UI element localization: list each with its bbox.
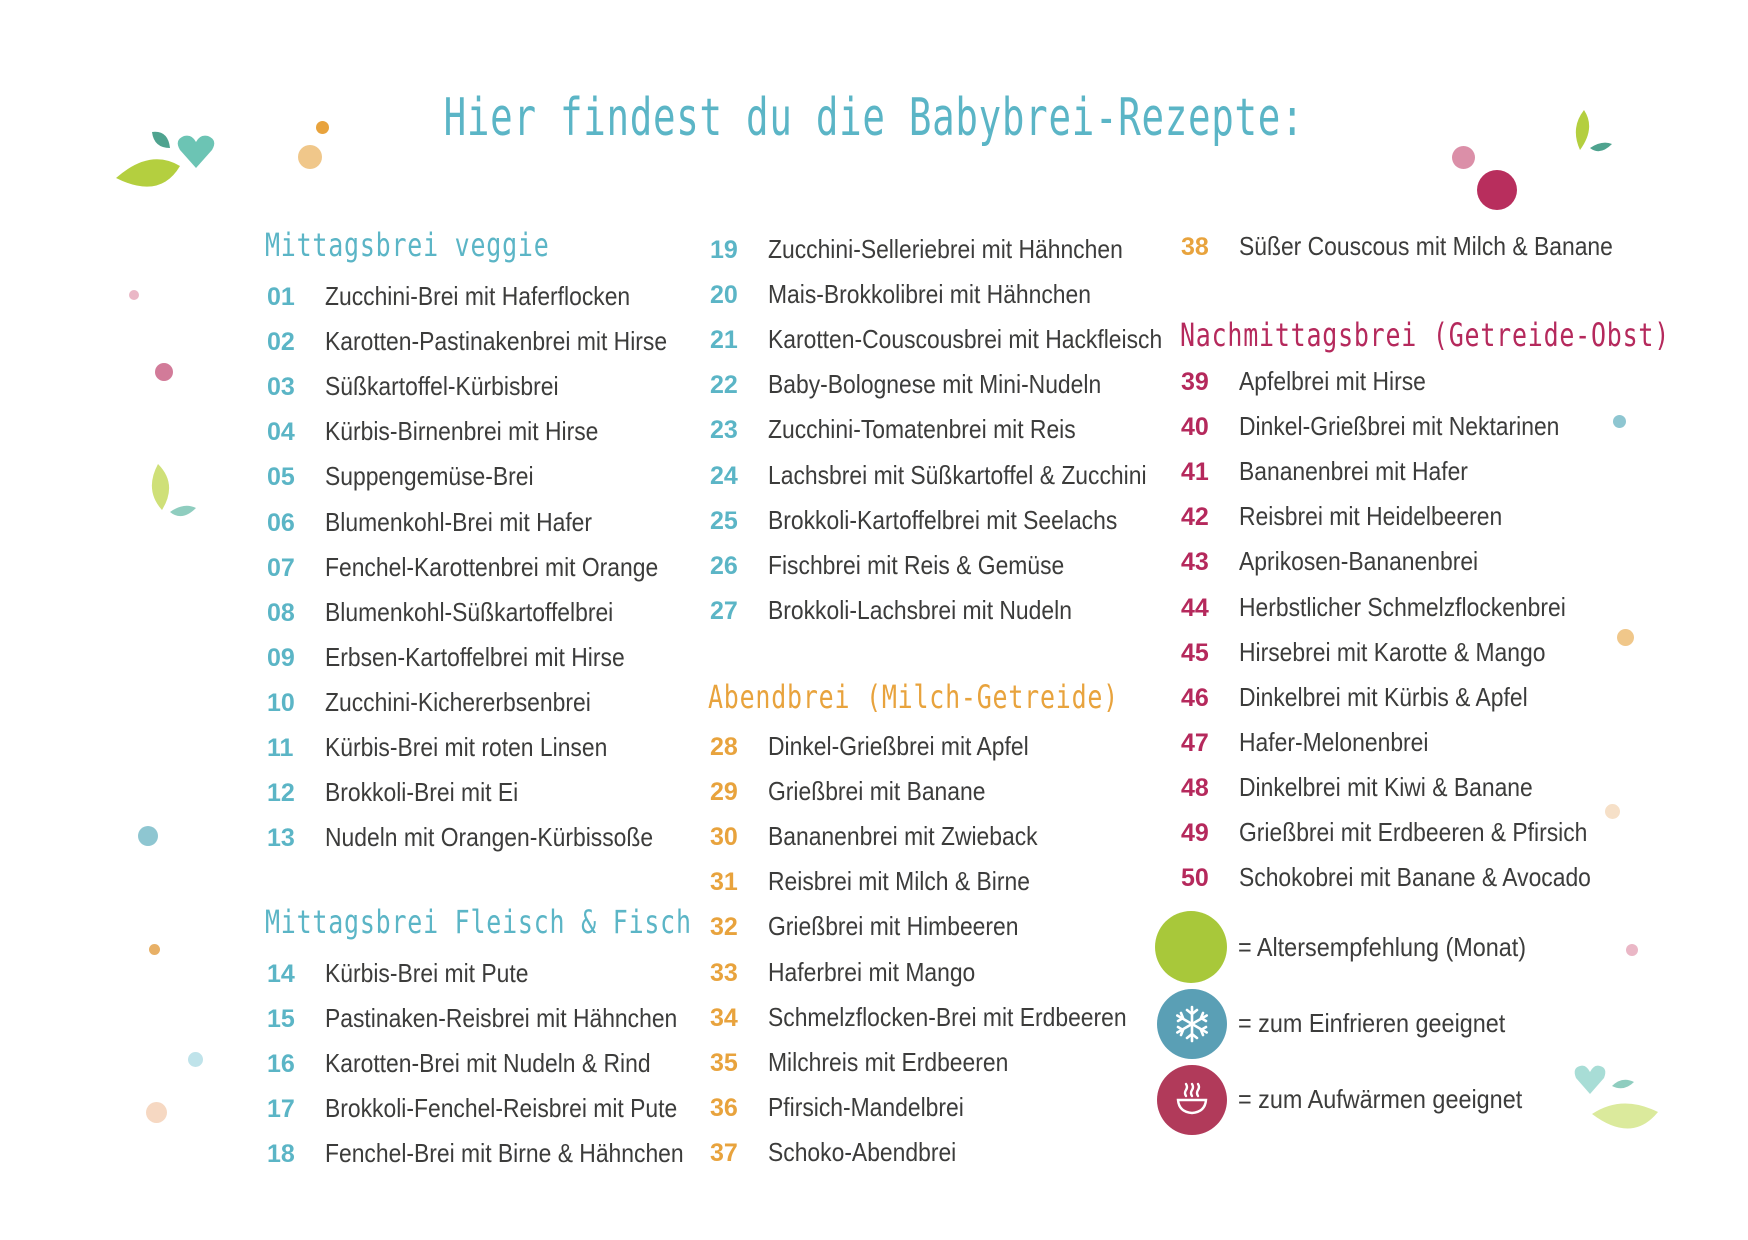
recipe-item [267,639,666,675]
recipe-number: 08 [267,599,295,627]
recipe-title: Blumenkohl-Süßkartoffelbrei [325,597,614,627]
recipe-item [710,321,1216,357]
recipe-item [267,368,590,404]
recipe-item [710,592,1113,628]
recipe-title: Dinkelbrei mit Kürbis & Apfel [1239,682,1528,712]
recipe-item [710,411,1118,447]
legend-text-warm: = zum Aufwärmen geeignet [1238,1084,1523,1114]
recipe-title: Schoko-Abendbrei [768,1137,957,1167]
decor-dot [129,290,139,300]
recipe-number: 24 [710,462,738,490]
recipe-number: 44 [1181,594,1209,622]
recipe-number: 49 [1181,819,1209,847]
recipe-title: Reisbrei mit Heidelbeeren [1239,501,1503,531]
decor-dot [298,145,322,169]
recipe-number: 21 [710,326,738,354]
recipe-item [267,729,646,765]
recipe-title: Süßer Couscous mit Milch & Banane [1239,231,1613,261]
decor-dot [1613,415,1626,428]
recipe-item [267,955,556,991]
recipe-number: 12 [267,779,295,807]
recipe-title: Aprikosen-Bananenbrei [1239,546,1479,576]
leaf-decoration-top-right [1570,110,1616,160]
recipe-item [1181,724,1454,760]
recipe-item [710,1044,1041,1080]
recipe-title: Kürbis-Brei mit Pute [325,958,529,988]
recipe-number: 39 [1181,368,1209,396]
recipe-title: Schmelzflocken-Brei mit Erdbeeren [768,1002,1127,1032]
recipe-number: 15 [267,1005,295,1033]
recipe-item [267,278,672,314]
recipe-title: Pastinaken-Reisbrei mit Hähnchen [325,1003,678,1033]
recipe-number: 31 [710,868,738,896]
recipe-title: Brokkoli-Kartoffelbrei mit Seelachs [768,505,1118,535]
decor-dot [188,1052,203,1067]
recipe-title: Suppengemüse-Brei [325,461,534,491]
recipe-title: Erbsen-Kartoffelbrei mit Hirse [325,642,625,672]
recipe-item [1181,498,1538,534]
recipe-number: 01 [267,283,295,311]
recipe-title: Nudeln mit Orangen-Kürbissoße [325,822,654,852]
recipe-title: Pfirsich-Mandelbrei [768,1092,964,1122]
recipe-item [710,366,1147,402]
recipe-title: Fenchel-Karottenbrei mit Orange [325,552,659,582]
recipe-number: 10 [267,689,295,717]
recipe-item [267,819,698,855]
bowl-icon [1157,1065,1227,1135]
recipe-item [1181,543,1511,579]
recipe-number: 13 [267,824,295,852]
recipe-item [267,323,714,359]
recipe-item [710,547,1105,583]
recipe-title: Haferbrei mit Mango [768,957,976,987]
recipe-title: Karotten-Couscousbrei mit Hackfleisch [768,324,1163,354]
recipe-item [267,1045,695,1081]
recipe-title: Fischbrei mit Reis & Gemüse [768,550,1065,580]
decor-dot [155,363,173,381]
recipe-title: Mais-Brokkolibrei mit Hähnchen [768,279,1091,309]
recipe-number: 36 [710,1094,738,1122]
recipe-number: 45 [1181,639,1209,667]
recipe-title: Zucchini-Selleriebrei mit Hähnchen [768,234,1123,264]
recipe-item [1181,859,1639,895]
recipe-item [267,504,628,540]
section-heading-evening: Abendbrei (Milch-Getreide) [708,678,1119,716]
recipe-title: Karotten-Brei mit Nudeln & Rind [325,1048,651,1078]
recipe-number: 46 [1181,684,1209,712]
recipe-number: 32 [710,913,738,941]
recipe-title: Brokkoli-Brei mit Ei [325,777,519,807]
recipe-number: 42 [1181,503,1209,531]
page-title: Hier findest du die Babybrei-Rezepte: [443,88,1305,148]
recipe-number: 23 [710,416,738,444]
recipe-item [710,818,1074,854]
recipe-item [710,276,1135,312]
recipe-title: Kürbis-Birnenbrei mit Hirse [325,416,599,446]
decor-dot [1626,944,1638,956]
recipe-number: 04 [267,418,295,446]
recipe-item [267,413,636,449]
recipe-number: 14 [267,960,295,988]
recipe-item [710,728,1064,764]
recipe-number: 06 [267,509,295,537]
recipe-number: 03 [267,373,295,401]
recipe-number: 11 [267,734,294,762]
recipe-number: 17 [267,1095,295,1123]
section-heading-veggie: Mittagsbrei veggie [265,226,550,264]
recipe-item [267,594,653,630]
recipe-title: Herbstlicher Schmelzflockenbrei [1239,592,1566,622]
recipe-number: 05 [267,463,295,491]
recipe-title: Baby-Bolognese mit Mini-Nudeln [768,369,1102,399]
recipe-number: 09 [267,644,295,672]
recipe-title: Bananenbrei mit Zwieback [768,821,1038,851]
recipe-title: Blumenkohl-Brei mit Hafer [325,507,593,537]
leaf-heart-decoration-top-left [110,118,230,208]
decor-dot [138,826,158,846]
recipe-item [710,1089,991,1125]
recipe-item [1181,634,1587,670]
recipe-item [267,458,562,494]
recipe-number: 38 [1181,233,1209,261]
recipe-item [710,231,1171,267]
recipe-item [267,774,545,810]
recipe-title: Bananenbrei mit Hafer [1239,456,1468,486]
recipe-number: 37 [710,1139,738,1167]
recipe-title: Apfelbrei mit Hirse [1239,366,1426,396]
recipe-number: 30 [710,823,738,851]
recipe-number: 41 [1181,458,1209,486]
leaf-decoration-left [148,464,198,526]
decor-dot [149,944,160,955]
decor-dot [146,1102,167,1123]
recipe-item [710,502,1165,538]
recipe-number: 29 [710,778,738,806]
recipe-title: Grießbrei mit Erdbeeren & Pfirsich [1239,817,1588,847]
recipe-title: Lachsbrei mit Süßkartoffel & Zucchini [768,460,1147,490]
recipe-item [267,1000,725,1036]
recipe-item [1181,228,1664,264]
recipe-title: Hafer-Melonenbrei [1239,727,1429,757]
recipe-title: Grießbrei mit Banane [768,776,986,806]
recipe-item [1181,814,1635,850]
section-heading-afternoon: Nachmittagsbrei (Getreide-Obst) [1180,316,1671,354]
recipe-item [267,1135,733,1171]
decor-dot [1617,629,1634,646]
recipe-number: 50 [1181,864,1209,892]
recipe-number: 02 [267,328,295,356]
recipe-number: 27 [710,597,738,625]
recipe-title: Zucchini-Kichererbsenbrei [325,687,591,717]
recipe-item [710,999,1176,1035]
recipe-number: 34 [710,1004,738,1032]
recipe-title: Süßkartoffel-Kürbisbrei [325,371,559,401]
recipe-title: Kürbis-Brei mit roten Linsen [325,732,608,762]
recipe-title: Brokkoli-Fenchel-Reisbrei mit Pute [325,1093,678,1123]
recipe-title: Zucchini-Tomatenbrei mit Reis [768,414,1076,444]
snowflake-icon [1157,989,1227,1059]
recipe-number: 35 [710,1049,738,1077]
recipe-number: 22 [710,371,738,399]
recipe-title: Dinkelbrei mit Kiwi & Banane [1239,772,1533,802]
recipe-item [710,457,1198,493]
recipe-number: 33 [710,959,738,987]
recipe-item [267,684,627,720]
recipe-item [710,954,1004,990]
recipe-item [710,908,1053,944]
recipe-number: 19 [710,236,738,264]
recipe-item [710,773,1015,809]
leaf-heart-decoration-bottom-right [1572,1064,1662,1144]
recipe-item [1181,679,1567,715]
legend-text-freeze: = zum Einfrieren geeignet [1238,1008,1506,1038]
recipe-title: Zucchini-Brei mit Haferflocken [325,281,631,311]
recipe-number: 16 [267,1050,295,1078]
recipe-number: 47 [1181,729,1209,757]
recipe-item [1181,769,1573,805]
recipe-title: Fenchel-Brei mit Birne & Hähnchen [325,1138,684,1168]
recipe-item [267,1090,725,1126]
recipe-number: 07 [267,554,295,582]
recipe-number: 20 [710,281,738,309]
decor-dot [1452,146,1475,169]
recipe-title: Milchreis mit Erdbeeren [768,1047,1009,1077]
recipe-number: 25 [710,507,738,535]
legend-text-age: = Altersempfehlung (Monat) [1238,932,1527,962]
section-heading-meat: Mittagsbrei Fleisch & Fisch [265,903,692,941]
recipe-number: 40 [1181,413,1209,441]
recipe-number: 28 [710,733,738,761]
recipe-title: Grießbrei mit Himbeeren [768,911,1019,941]
recipe-number: 48 [1181,774,1209,802]
recipe-number: 43 [1181,548,1209,576]
recipe-item [1181,408,1603,444]
recipe-item [1181,589,1610,625]
recipe-item [1181,363,1451,399]
recipe-title: Schokobrei mit Banane & Avocado [1239,862,1591,892]
decor-dot [1477,170,1517,210]
recipe-title: Hirsebrei mit Karotte & Mango [1239,637,1546,667]
recipe-title: Karotten-Pastinakenbrei mit Hirse [325,326,668,356]
recipe-title: Brokkoli-Lachsbrei mit Nudeln [768,595,1072,625]
recipe-title: Reisbrei mit Milch & Birne [768,866,1030,896]
recipe-number: 18 [267,1140,295,1168]
recipe-title: Dinkel-Grießbrei mit Apfel [768,731,1029,761]
green-circle-icon [1155,911,1227,983]
recipe-item [267,549,704,585]
recipe-title: Dinkel-Grießbrei mit Nektarinen [1239,411,1560,441]
recipe-item [710,863,1066,899]
recipe-number: 26 [710,552,738,580]
recipe-item [710,1134,982,1170]
recipe-item [1181,453,1499,489]
